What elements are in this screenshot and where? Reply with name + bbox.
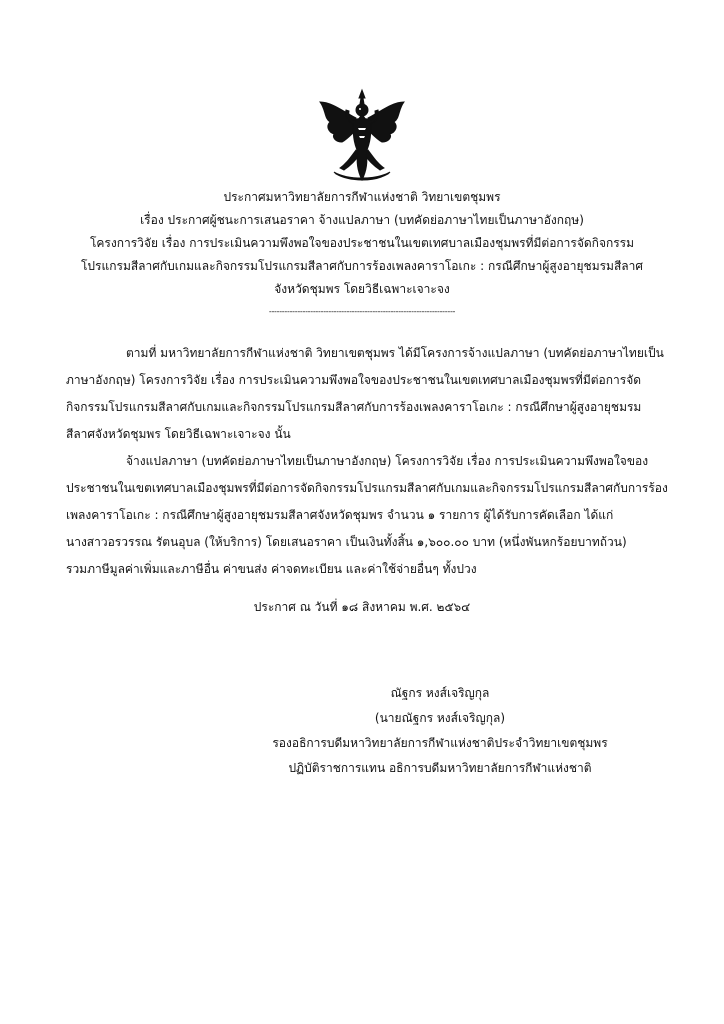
project-title-line-2: โปรแกรมสีลาศกับเกมและกิจกรรมโปรแกรมสีลาศกับการร้องเพลงคาราโอเกะ : กรณีศึกษาผู้สูงอายุชมรมสีลาศ	[80, 259, 643, 273]
header-divider-text: ------------------------------------------------------------------------	[268, 307, 456, 316]
project-title-line-1: โครงการวิจัย เรื่อง การประเมินความพึงพอใจของประชาชนในเขตเทศบาลเมืองชุมพรที่มีต่อการจัดกิจกรรม	[89, 236, 635, 250]
signer-acting-for: ปฏิบัติราชการแทน อธิการบดีมหาวิทยาลัยการกีฬาแห่งชาติ	[288, 761, 592, 775]
announcement-date: ประกาศ ณ วันที่ ๑๘ สิงหาคม พ.ศ. ๒๕๖๔	[253, 600, 471, 614]
paragraph-1-line-4: สีลาศจังหวัดชุมพร โดยวิธีเฉพาะเจาะจง นั้น	[66, 427, 291, 441]
signer-position: รองอธิการบดีมหาวิทยาลัยการกีฬาแห่งชาติประจำวิทยาเขตชุมพร	[272, 736, 608, 750]
announcement-title: ประกาศมหาวิทยาลัยการกีฬาแห่งชาติ วิทยาเขตชุมพร	[223, 190, 501, 204]
garuda-emblem-icon	[318, 88, 406, 182]
paragraph-1-line-3: กิจกรรมโปรแกรมสีลาศกับเกมและกิจกรรมโปรแกรมสีลาศกับการร้องเพลงคาราโอเกะ : กรณีศึกษาผู้สูงอายุชมรม	[66, 400, 642, 414]
paragraph-2-line-2: ประชาชนในเขตเทศบาลเมืองชุมพรที่มีต่อการจัดกิจกรรมโปรแกรมสีลาศกับเกมและกิจกรรมโปรแกรมสีลาศกับการร้อง	[66, 481, 668, 495]
signer-printed-name: (นายณัฐกร หงส์เจริญกุล)	[374, 711, 506, 725]
paragraph-2-line-4: นางสาวอรวรรณ รัตนอุบล (ให้บริการ) โดยเสนอราคา เป็นเงินทั้งสิ้น ๑,๖๐๐.๐๐ บาท (หนึ่งพันหกร้อยบาทถ้วน)	[66, 535, 627, 549]
announcement-subject: เรื่อง ประกาศผู้ชนะการเสนอราคา จ้างแปลภาษา (บทคัดย่อภาษาไทยเป็นภาษาอังกฤษ)	[140, 213, 584, 227]
paragraph-1-line-2: ภาษาอังกฤษ) โครงการวิจัย เรื่อง การประเมินความพึงพอใจของประชาชนในเขตเทศบาลเมืองชุมพรที่มีต่อการจัด	[66, 373, 642, 387]
paragraph-1-line-1: ตามที่ มหาวิทยาลัยการกีฬาแห่งชาติ วิทยาเขตชุมพร ได้มีโครงการจ้างแปลภาษา (บทคัดย่อภาษาไทยเป็น	[126, 346, 664, 360]
paragraph-2-line-3: เพลงคาราโอเกะ : กรณีศึกษาผู้สูงอายุชมรมสีลาศจังหวัดชุมพร จำนวน ๑ รายการ ผู้ได้รับการคัดเลือก ได้แก่	[66, 508, 614, 522]
paragraph-2-line-1: จ้างแปลภาษา (บทคัดย่อภาษาไทยเป็นภาษาอังกฤษ) โครงการวิจัย เรื่อง การประเมินความพึงพอใจของ	[126, 454, 649, 468]
signature: ณัฐกร หงส์เจริญกุล	[390, 686, 490, 700]
paragraph-2-line-5: รวมภาษีมูลค่าเพิ่มและภาษีอื่น ค่าขนส่ง ค่าจดทะเบียน และค่าใช้จ่ายอื่นๆ ทั้งปวง	[66, 562, 477, 576]
project-title-line-3: จังหวัดชุมพร โดยวิธีเฉพาะเจาะจง	[274, 282, 450, 296]
